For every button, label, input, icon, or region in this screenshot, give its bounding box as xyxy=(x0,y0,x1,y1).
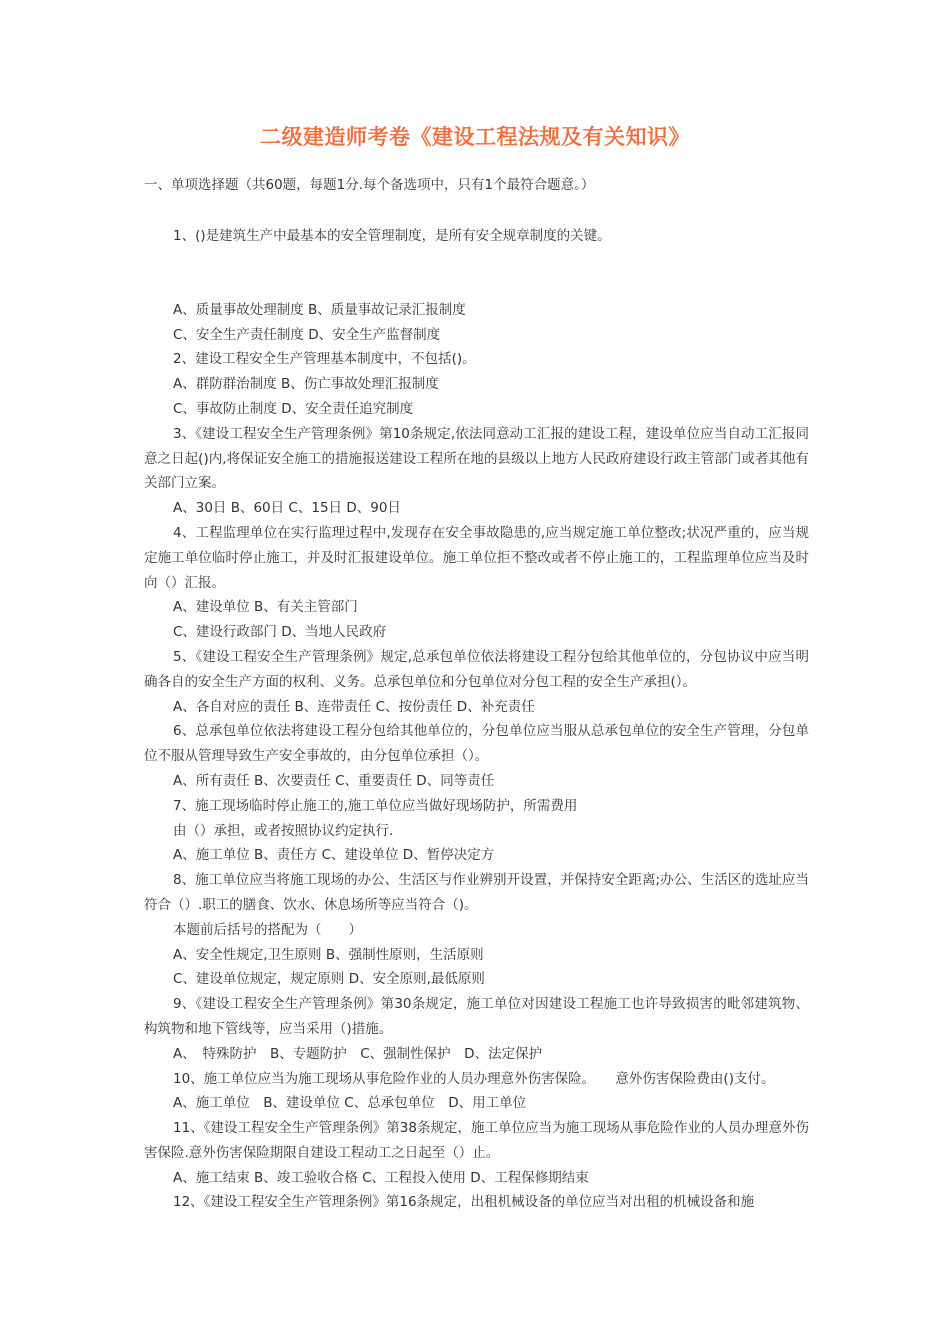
answer-options: A、30日 B、60日 C、15日 D、90日 xyxy=(173,500,401,517)
blank-line xyxy=(144,262,809,284)
answer-options: A、各自对应的责任 B、连带责任 C、按份责任 D、补充责任 xyxy=(173,698,535,715)
question-text: 本题前后括号的搭配为（ ） xyxy=(173,921,362,938)
answer-options: A、施工单位 B、建设单位 C、总承包单位 D、用工单位 xyxy=(173,1095,527,1112)
answer-options: A、 特殊防护 B、专题防护 C、强制性保护 D、法定保护 xyxy=(173,1045,543,1062)
answer-options: A、所有责任 B、次要责任 C、重要责任 D、同等责任 xyxy=(173,772,495,789)
answer-options: C、建设行政部门 D、当地人民政府 xyxy=(173,624,387,641)
question-text: 12、《建设工程安全生产管理条例》第16条规定，出租机械设备的单位应当对出租的机械设备和施 xyxy=(173,1194,755,1211)
question-text: 9、《建设工程安全生产管理条例》第30条规定，施工单位对因建设工程施工也许导致损害的毗邻建筑物、构筑物和地下管线等，应当采用（)措施。 xyxy=(144,996,809,1037)
answer-options: C、建设单位规定，规定原则 D、安全原则,最低原则 xyxy=(173,971,485,988)
question-text: 11、《建设工程安全生产管理条例》第38条规定，施工单位应当为施工现场从事危险作业的人员办理意外伤害保险.意外伤害保险期限自建设工程动工之日起至（）止。 xyxy=(144,1120,809,1161)
question-text: 7、施工现场临时停止施工的,施工单位应当做好现场防护，所需费用 xyxy=(173,797,578,814)
question-text: 由（）承担，或者按照协议约定执行. xyxy=(173,822,394,839)
answer-options: A、质量事故处理制度 B、质量事故记录汇报制度 xyxy=(173,301,466,318)
answer-options: A、安全性规定,卫生原则 B、强制性原则，生活原则 xyxy=(173,946,484,963)
question-text: 5、《建设工程安全生产管理条例》规定,总承包单位依法将建设工程分包给其他单位的，分包协议中应当明确各自的安全生产方面的权利、义务。总承包单位和分包单位对分包工程的安全生产承担(）。 xyxy=(144,648,809,690)
section-heading: 一、单项选择题（共60题，每题1分.每个备选项中，只有1个最符合题意。） xyxy=(144,177,595,193)
answer-options: A、施工结束 B、竣工验收合格 C、工程投入使用 D、工程保修期结束 xyxy=(173,1169,589,1186)
answer-options: A、群防群治制度 B、伤亡事故处理汇报制度 xyxy=(173,376,439,393)
document-title: 二级建造师考卷《建设工程法规及有关知识》 xyxy=(260,125,690,149)
question-text: 8、施工单位应当将施工现场的办公、生活区与作业辨别开设置，并保持安全距离;办公、生活区的选址应当符合（）.职工的膳食、饮水、休息场所等应当符合（)。 xyxy=(144,872,809,913)
question-text: 6、总承包单位依法将建设工程分包给其他单位的，分包单位应当服从总承包单位的安全生产管理，分包单位不服从管理导致生产安全事故的，由分包单位承担（）。 xyxy=(144,723,809,765)
answer-options: A、施工单位 B、责任方 C、建设单位 D、暂停决定方 xyxy=(173,847,495,864)
answer-options: A、建设单位 B、有关主管部门 xyxy=(173,599,358,616)
question-text: 2、建设工程安全生产管理基本制度中，不包括()。 xyxy=(173,351,476,368)
question-text: 1、()是建筑生产中最基本的安全管理制度，是所有安全规章制度的关键。 xyxy=(173,228,611,244)
question-text: 3、《建设工程安全生产管理条例》第10条规定,依法同意动工汇报的建设工程，建设单位应当自动工汇报同意之日起()内,将保证安全施工的措施报送建设工程所在地的县级以上地方人民政府建设行政主管部门或者其他有关部门立案。 xyxy=(144,425,809,492)
answer-options: C、事故防止制度 D、安全责任追究制度 xyxy=(173,400,414,417)
question-body xyxy=(144,224,809,1215)
question-text: 10、施工单位应当为施工现场从事危险作业的人员办理意外伤害保险。 意外伤害保险费由()支付。 xyxy=(173,1070,775,1087)
question-text: 4、工程监理单位在实行监理过程中,发现存在安全事故隐患的,应当规定施工单位整改;状况严重的，应当规定施工单位临时停止施工，并及时汇报建设单位。施工单位拒不整改或者不停止施工的，工程监理单位应当及时向（）汇报。 xyxy=(144,524,809,591)
answer-options: C、安全生产责任制度 D、安全生产监督制度 xyxy=(173,326,441,343)
